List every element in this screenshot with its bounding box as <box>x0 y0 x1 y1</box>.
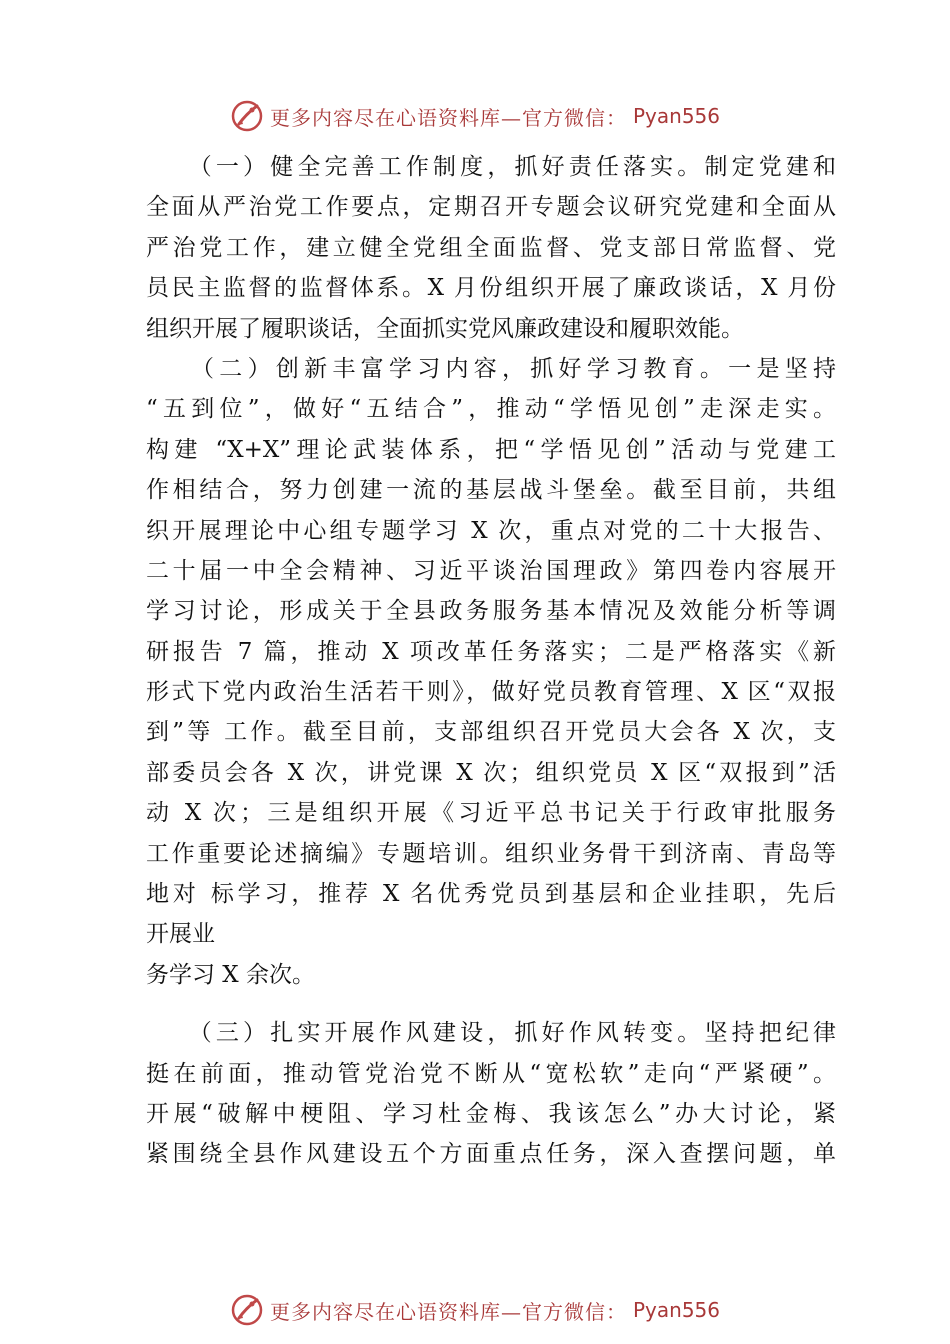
text-line: 二十届一中全会精神、习近平谈治国理政》第四卷内容展开 <box>146 557 836 584</box>
watermark-header <box>0 96 950 136</box>
section-2 <box>146 349 836 995</box>
text-line: 作相结合，努力创建一流的基层战斗堡垒。截至目前，共组 <box>146 477 836 504</box>
text-line: 员民主监督的监督体系。X 月份组织开展了廉政谈话，X 月份 <box>146 275 836 302</box>
text-line: 务学习 X 余次。 <box>146 961 315 988</box>
text-line: 工作重要论述摘编》专题培训。组织业务骨干到济南、青岛等 <box>146 840 836 867</box>
section-3 <box>146 1013 836 1175</box>
text-line: 动 X 次；三是组织开展《习近平总书记关于行政审批服务 <box>146 800 836 827</box>
text-line: （二）创新丰富学习内容，抓好学习教育。一是坚持 <box>146 355 836 382</box>
watermark-footer <box>0 1290 950 1330</box>
text-line: 织开展理论中心组专题学习 X 次，重点对党的二十大报告、 <box>146 517 836 544</box>
text-line: 部委员会各 X 次，讲党课 X 次；组织党员 X 区“双报到”活 <box>146 759 836 786</box>
text-line: 全面从严治党工作要点，定期召开专题会议研究党建和全面从 <box>146 194 836 221</box>
text-line: 紧围绕全县作风建设五个方面重点任务，深入查摆问题，单 <box>146 1141 836 1168</box>
watermark-wechat-id: Pyan556 <box>632 1298 720 1322</box>
text-line: （一）健全完善工作制度，抓好责任落实。制定党建和 <box>146 154 836 180</box>
text-line: “五到位”，做好“五结合”，推动“学悟见创”走深走实。 <box>146 396 836 423</box>
section-1 <box>146 147 836 349</box>
text-line: （三）扎实开展作风建设，抓好作风转变。坚持把纪律 <box>146 1020 836 1047</box>
text-line: 学习讨论，形成关于全县政务服务基本情况及效能分析等调 <box>146 598 836 625</box>
text-line: 构建 “X+X”理论武装体系，把“学悟见创”活动与党建工 <box>146 436 836 463</box>
watermark-wechat-id: Pyan556 <box>632 104 720 128</box>
text-line: 研报告 7 篇，推动 X 项改革任务落实；二是严格落实《新 <box>146 638 836 665</box>
document-body <box>146 147 836 1175</box>
text-line: 开展“破解中梗阻、学习杜金梅、我该怎么”办大讨论，紧 <box>146 1100 836 1127</box>
text-line: 开展业 <box>146 921 215 948</box>
text-line: 严治党工作，建立健全党组全面监督、党支部日常监督、党 <box>146 234 836 261</box>
text-line: 组织开展了履职谈话，全面抓实党风廉政建设和履职效能。 <box>146 315 744 342</box>
text-line: 地对 标学习，推荐 X 名优秀党员到基层和企业挂职，先后 <box>146 881 836 908</box>
text-line: 形式下党内政治生活若干则》，做好党员教育管理、X 区“双报 <box>146 679 836 706</box>
watermark-site-text: 更多内容尽在心语资料库—官方微信： <box>269 105 627 130</box>
text-line: 挺在前面，推动管党治党不断从“宽松软”走向“严紧硬”。 <box>146 1060 836 1087</box>
watermark-site-text: 更多内容尽在心语资料库—官方微信： <box>269 1299 627 1324</box>
brush-logo-icon <box>230 1293 264 1327</box>
brush-logo-icon <box>230 99 264 133</box>
paragraph-gap <box>146 995 836 1013</box>
text-line: 到”等 工作。截至目前，支部组织召开党员大会各 X 次，支 <box>146 719 836 746</box>
